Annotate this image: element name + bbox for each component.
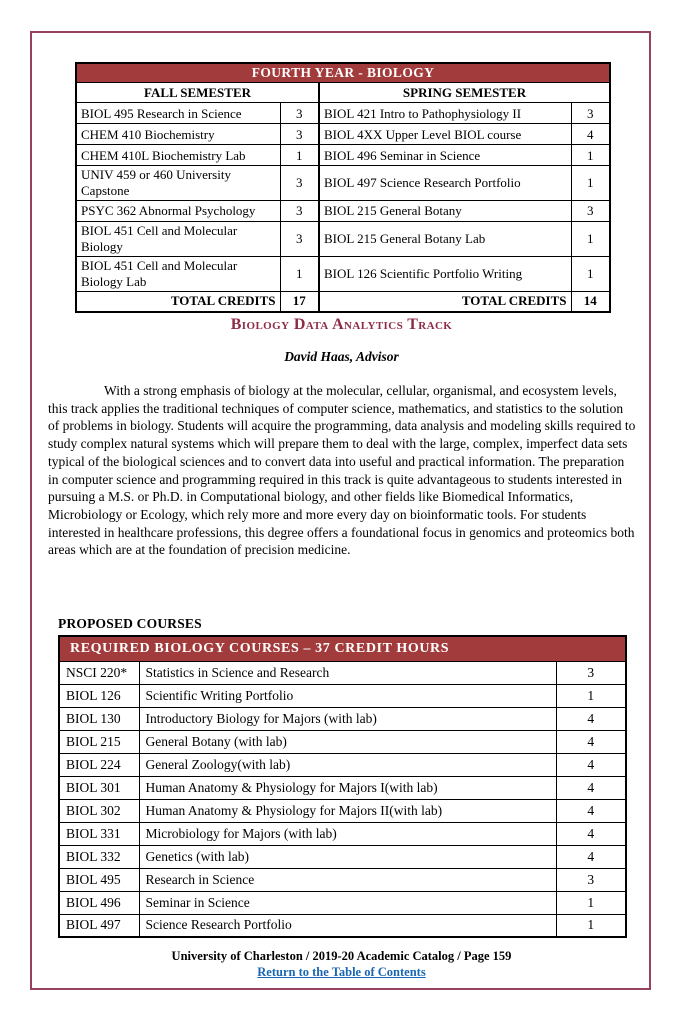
table-cell: Science Research Portfolio (139, 914, 556, 937)
track-description: With a strong emphasis of biology at the molecular, cellular, organismal, and ecosystem levels, this track applies the traditional techniques of computer science, mathematics, and statistics to the solution of problems in biology. Students will acquire the programming, data analysis and modeling skills required to study complex natural systems which will prepare them to deal with the large, complex, imperfect data sets typical of the biological sciences and to convert data into useful and practical information. The preparation in computer science and programming required in this track is quite advantageous to students interested in pursuing a M.S. or Ph.D. in Computational biology, and other fields like Biomedical Informatics, Microbiology or Ecology, which rely more and more every day on bioinformatic tools. For students interested in healthcare professions, this degree offers a foundational focus in genomics and proteomics both areas which are at the foundation of precision medicine. (48, 383, 636, 558)
table-of-contents-link[interactable]: Return to the Table of Contents (257, 965, 426, 979)
spring-semester-header: SPRING SEMESTER (319, 83, 610, 103)
table-cell: General Botany (with lab) (139, 730, 556, 753)
table-cell: CHEM 410 Biochemistry (76, 124, 280, 145)
table-row (59, 707, 626, 730)
table-cell: 3 (556, 868, 626, 891)
table-cell: Human Anatomy & Physiology for Majors II(with lab) (139, 799, 556, 822)
table-row (76, 124, 610, 145)
table-cell: 1 (571, 145, 610, 166)
catalog-line: University of Charleston / 2019-20 Academic Catalog / Page 159 (171, 949, 512, 963)
table-row (76, 145, 610, 166)
table-cell: Microbiology for Majors (with lab) (139, 822, 556, 845)
table-cell: BIOL 215 General Botany (319, 201, 571, 222)
table-cell: 3 (571, 103, 610, 124)
table-cell: 3 (280, 201, 319, 222)
page-footer (0, 948, 683, 980)
table-cell: Genetics (with lab) (139, 845, 556, 868)
table-cell: 1 (556, 914, 626, 937)
fall-semester-header: FALL SEMESTER (76, 83, 319, 103)
table-cell: 4 (556, 707, 626, 730)
table-cell: 4 (556, 845, 626, 868)
table-cell: 3 (280, 103, 319, 124)
table-row (59, 914, 626, 937)
table-cell: 4 (556, 730, 626, 753)
table-cell: BIOL 301 (59, 776, 139, 799)
table-cell: BIOL 495 (59, 868, 139, 891)
table-row (59, 753, 626, 776)
table-cell: BIOL 451 Cell and Molecular Biology Lab (76, 256, 280, 291)
semester-header-row (76, 83, 610, 103)
spring-total-label: TOTAL CREDITS (319, 291, 571, 312)
table-cell: UNIV 459 or 460 University Capstone (76, 166, 280, 201)
table-cell: 1 (571, 166, 610, 201)
table-cell: 1 (556, 684, 626, 707)
table-title-row (76, 63, 610, 83)
table-cell: General Zoology(with lab) (139, 753, 556, 776)
required-courses-table-title: REQUIRED BIOLOGY COURSES – 37 CREDIT HOURS (59, 636, 626, 661)
table-cell: 4 (571, 124, 610, 145)
table-cell: 1 (280, 256, 319, 291)
table-row (59, 891, 626, 914)
proposed-courses-heading: PROPOSED COURSES (58, 616, 202, 631)
table-cell: 4 (556, 799, 626, 822)
table-cell: BIOL 215 General Botany Lab (319, 222, 571, 257)
table-cell: BIOL 497 (59, 914, 139, 937)
table-cell: BIOL 130 (59, 707, 139, 730)
total-credits-row (76, 291, 610, 312)
table-cell: 3 (571, 201, 610, 222)
table-cell: BIOL 451 Cell and Molecular Biology (76, 222, 280, 257)
table-cell: BIOL 215 (59, 730, 139, 753)
table-cell: BIOL 224 (59, 753, 139, 776)
table-cell: BIOL 496 (59, 891, 139, 914)
table-cell: Introductory Biology for Majors (with lab) (139, 707, 556, 730)
table-row (76, 166, 610, 201)
table-row (59, 684, 626, 707)
table-cell: BIOL 302 (59, 799, 139, 822)
table-row (76, 201, 610, 222)
table-cell: 3 (280, 124, 319, 145)
table-row (59, 845, 626, 868)
table-row (59, 661, 626, 684)
table-cell: BIOL 331 (59, 822, 139, 845)
table-cell: 1 (571, 222, 610, 257)
fourth-year-table (75, 62, 611, 313)
table-row (76, 103, 610, 124)
table-row (59, 822, 626, 845)
table-cell: 4 (556, 753, 626, 776)
table-row (59, 799, 626, 822)
table-row (59, 776, 626, 799)
table-row (59, 730, 626, 753)
table-cell: BIOL 421 Intro to Pathophysiology II (319, 103, 571, 124)
table-row (59, 868, 626, 891)
table-cell: BIOL 4XX Upper Level BIOL course (319, 124, 571, 145)
table-row (76, 222, 610, 257)
fall-total-value: 17 (280, 291, 319, 312)
table-row (76, 256, 610, 291)
table-cell: BIOL 126 Scientific Portfolio Writing (319, 256, 571, 291)
table-cell: BIOL 495 Research in Science (76, 103, 280, 124)
spring-total-value: 14 (571, 291, 610, 312)
table-cell: 3 (556, 661, 626, 684)
fall-total-label: TOTAL CREDITS (76, 291, 280, 312)
table-cell: BIOL 332 (59, 845, 139, 868)
track-title: Biology Data Analytics Track (230, 316, 453, 333)
table-cell: 3 (280, 222, 319, 257)
required-courses-table (58, 635, 627, 938)
table-cell: BIOL 496 Seminar in Science (319, 145, 571, 166)
table-title-row (59, 636, 626, 661)
table-cell: 1 (280, 145, 319, 166)
table-cell: Human Anatomy & Physiology for Majors I(with lab) (139, 776, 556, 799)
table-cell: 3 (280, 166, 319, 201)
table-cell: Research in Science (139, 868, 556, 891)
table-cell: 1 (571, 256, 610, 291)
table-cell: BIOL 497 Science Research Portfolio (319, 166, 571, 201)
table-cell: NSCI 220* (59, 661, 139, 684)
table-cell: Statistics in Science and Research (139, 661, 556, 684)
fourth-year-table-title: FOURTH YEAR - BIOLOGY (76, 63, 610, 83)
table-cell: 4 (556, 776, 626, 799)
table-cell: CHEM 410L Biochemistry Lab (76, 145, 280, 166)
table-cell: 4 (556, 822, 626, 845)
table-cell: PSYC 362 Abnormal Psychology (76, 201, 280, 222)
table-cell: Scientific Writing Portfolio (139, 684, 556, 707)
table-cell: Seminar in Science (139, 891, 556, 914)
table-cell: 1 (556, 891, 626, 914)
table-cell: BIOL 126 (59, 684, 139, 707)
advisor-line: David Haas, Advisor (284, 349, 399, 364)
